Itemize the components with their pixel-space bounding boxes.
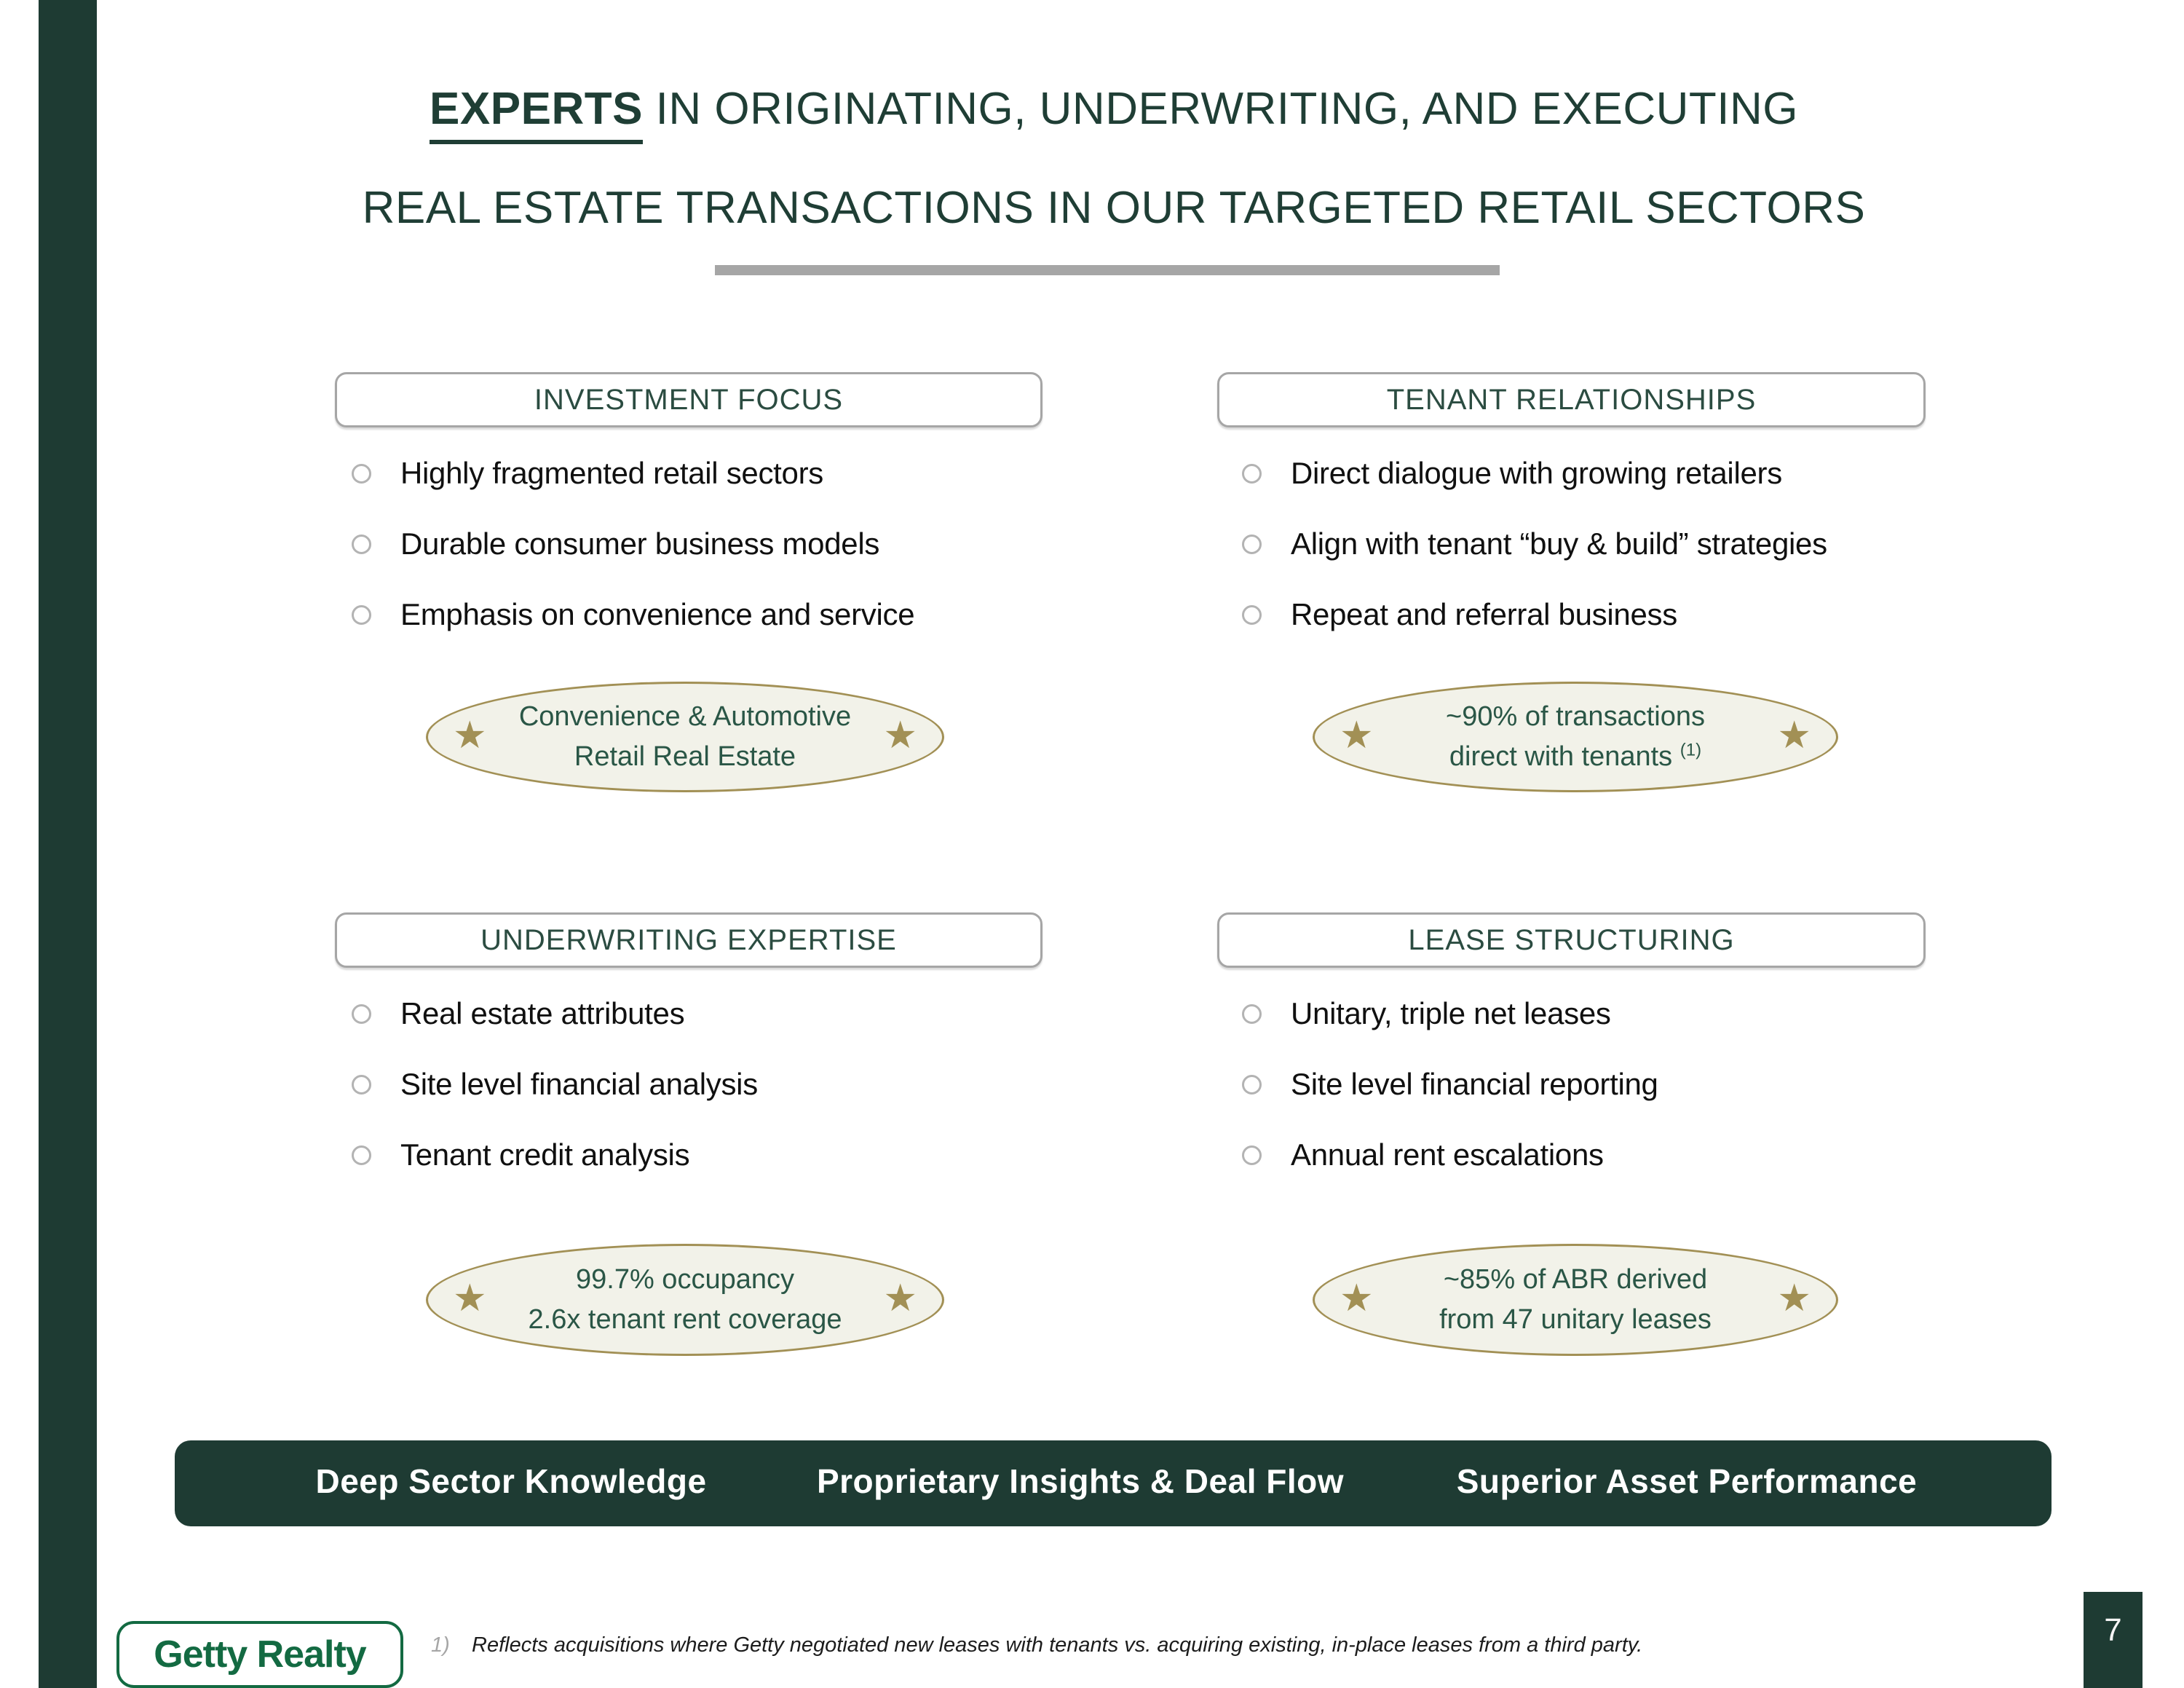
badge-text xyxy=(529,1260,842,1340)
left-accent-bar xyxy=(39,0,97,1688)
bullet-label: Tenant credit analysis xyxy=(400,1137,690,1172)
badge-line-2 xyxy=(1439,1300,1712,1340)
badge-oval-abr-unitary-leases xyxy=(1313,1244,1838,1356)
list-item xyxy=(352,985,758,1043)
badge-footnote-ref: (1) xyxy=(1679,740,1702,760)
list-item xyxy=(352,1126,758,1184)
badge-text xyxy=(519,697,851,777)
banner-item-deep-sector-knowledge: Deep Sector Knowledge xyxy=(315,1462,707,1500)
star-icon: ★ xyxy=(1777,1277,1811,1320)
list-item xyxy=(352,585,914,644)
list-item xyxy=(1242,985,1658,1043)
star-icon: ★ xyxy=(883,714,917,757)
bullet-label: Annual rent escalations xyxy=(1291,1137,1604,1172)
badge-line-2 xyxy=(519,737,851,777)
star-icon: ★ xyxy=(1777,714,1811,757)
title-emphasis: EXPERTS xyxy=(430,84,643,144)
list-item xyxy=(352,515,914,573)
summary-banner xyxy=(175,1440,2052,1526)
list-item xyxy=(1242,585,1827,644)
badge-line-2 xyxy=(529,1300,842,1340)
title-line-1 xyxy=(22,76,2184,143)
slide-title xyxy=(22,76,2184,242)
title-line-2: REAL ESTATE TRANSACTIONS IN OUR TARGETED RETAIL SECTORS xyxy=(362,183,1866,233)
star-icon: ★ xyxy=(1340,1277,1374,1320)
bullet-label: Real estate attributes xyxy=(400,996,685,1030)
star-icon: ★ xyxy=(1340,714,1374,757)
badge-oval-occupancy-coverage xyxy=(426,1244,944,1356)
bullet-list-underwriting-expertise xyxy=(352,985,758,1196)
bullet-label: Emphasis on convenience and service xyxy=(400,597,915,631)
star-icon: ★ xyxy=(453,1277,487,1320)
bullet-label: Site level financial reporting xyxy=(1291,1067,1658,1101)
logo-text: Getty Realty xyxy=(154,1633,366,1676)
circle-bullet-icon xyxy=(1242,1145,1262,1165)
badge-line-1: 99.7% occupancy xyxy=(576,1264,794,1295)
list-item xyxy=(352,444,914,502)
star-icon: ★ xyxy=(453,714,487,757)
circle-bullet-icon xyxy=(1242,1075,1262,1095)
bullet-list-lease-structuring xyxy=(1242,985,1658,1196)
badge-line-2-text: 2.6x tenant rent coverage xyxy=(528,1304,842,1335)
star-icon: ★ xyxy=(883,1277,917,1320)
list-item xyxy=(1242,515,1827,573)
getty-realty-logo xyxy=(116,1621,403,1688)
list-item xyxy=(1242,1126,1658,1184)
section-header-underwriting-expertise: UNDERWRITING EXPERTISE xyxy=(335,912,1042,968)
badge-text xyxy=(1446,697,1705,777)
circle-bullet-icon xyxy=(352,1075,371,1095)
badge-text xyxy=(1439,1260,1712,1340)
badge-line-2-text: from 47 unitary leases xyxy=(1439,1304,1712,1335)
bullet-label: Repeat and referral business xyxy=(1291,597,1677,631)
bullet-label: Durable consumer business models xyxy=(400,526,880,561)
section-header-lease-structuring: LEASE STRUCTURING xyxy=(1217,912,1926,968)
title-divider xyxy=(715,265,1500,275)
page-number: 7 xyxy=(2104,1612,2122,1648)
footnote-marker: 1) xyxy=(431,1633,450,1657)
badge-line-2-text: direct with tenants xyxy=(1449,741,1680,772)
list-item xyxy=(1242,444,1827,502)
bullet-list-tenant-relationships xyxy=(1242,444,1827,656)
section-header-investment-focus: INVESTMENT FOCUS xyxy=(335,372,1042,427)
section-header-tenant-relationships: TENANT RELATIONSHIPS xyxy=(1217,372,1926,427)
badge-line-2 xyxy=(1446,737,1705,777)
footnote-text: Reflects acquisitions where Getty negotiated new leases with tenants vs. acquiring existing, in-place leases from a third party. xyxy=(472,1633,1643,1657)
banner-item-superior-asset-performance: Superior Asset Performance xyxy=(1456,1462,1918,1500)
circle-bullet-icon xyxy=(352,1145,371,1165)
title-line-1-rest: IN ORIGINATING, UNDERWRITING, AND EXECUTING xyxy=(642,84,1798,134)
bullet-label: Site level financial analysis xyxy=(400,1067,758,1101)
bullet-list-investment-focus xyxy=(352,444,914,656)
bullet-label: Highly fragmented retail sectors xyxy=(400,456,823,490)
circle-bullet-icon xyxy=(352,464,371,484)
bullet-label: Unitary, triple net leases xyxy=(1291,996,1611,1030)
list-item xyxy=(352,1055,758,1113)
bullet-label: Align with tenant “buy & build” strategies xyxy=(1291,526,1827,561)
badge-line-1: Convenience & Automotive xyxy=(518,701,852,732)
circle-bullet-icon xyxy=(1242,1004,1262,1024)
circle-bullet-icon xyxy=(1242,605,1262,625)
circle-bullet-icon xyxy=(352,605,371,625)
page-number-box xyxy=(2084,1592,2143,1688)
circle-bullet-icon xyxy=(352,535,371,554)
bullet-label: Direct dialogue with growing retailers xyxy=(1291,456,1782,490)
badge-line-1: ~85% of ABR derived xyxy=(1443,1264,1708,1295)
badge-line-2-text: Retail Real Estate xyxy=(574,741,796,772)
badge-line-1: ~90% of transactions xyxy=(1446,701,1705,732)
banner-item-proprietary-insights: Proprietary Insights & Deal Flow xyxy=(816,1462,1345,1500)
badge-oval-transactions-direct xyxy=(1313,682,1838,792)
circle-bullet-icon xyxy=(1242,464,1262,484)
badge-oval-convenience-automotive xyxy=(426,682,944,792)
list-item xyxy=(1242,1055,1658,1113)
circle-bullet-icon xyxy=(352,1004,371,1024)
circle-bullet-icon xyxy=(1242,535,1262,554)
